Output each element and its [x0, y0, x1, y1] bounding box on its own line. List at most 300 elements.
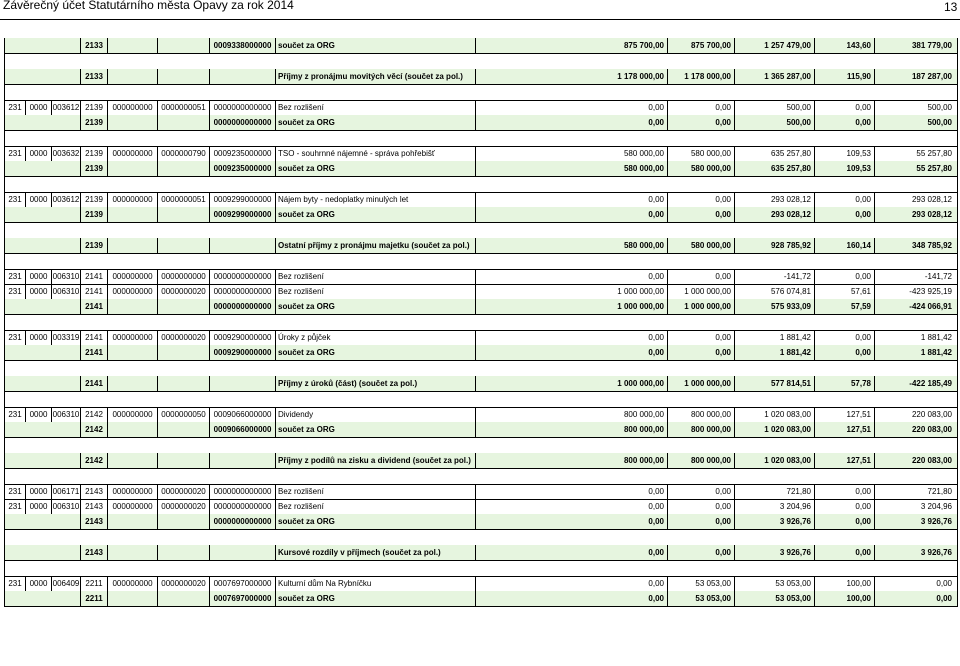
- table-row-blank: [4, 437, 958, 453]
- col-pol-cell: 2141: [80, 345, 107, 360]
- col-percent-cell: 0,00: [814, 345, 874, 360]
- col-org-cell: 0009066000000: [209, 407, 275, 422]
- col-difference-cell: 220 083,00: [874, 407, 955, 422]
- col-text-cell: Kulturní dům Na Rybníčku: [275, 576, 475, 591]
- col-actual-cell: 1 881,42: [734, 330, 814, 345]
- col-budget-approved-cell: 0,00: [475, 269, 667, 284]
- col-percent-cell: 109,53: [814, 146, 874, 161]
- col-c-cell: 006310: [51, 407, 80, 422]
- document-title: Závěrečný účet Statutárního města Opavy za rok 2014: [3, 0, 294, 12]
- col-text-cell: Dividendy: [275, 407, 475, 422]
- col-difference-cell: -141,72: [874, 269, 955, 284]
- col-e-cell: [157, 207, 209, 222]
- col-difference-cell: -424 066,91: [874, 299, 955, 314]
- col-d-cell: [107, 514, 157, 529]
- col-percent-cell: 0,00: [814, 100, 874, 115]
- col-difference-cell: 3 926,76: [874, 514, 955, 529]
- col-org-cell: [209, 238, 275, 253]
- col-budget-approved-cell: 0,00: [475, 192, 667, 207]
- col-text-cell: TSO - souhrnné nájemné - správa pohřebišť: [275, 146, 475, 161]
- col-budget-approved-cell: 580 000,00: [475, 161, 667, 176]
- col-a-cell: [5, 345, 25, 360]
- col-percent-cell: 0,00: [814, 192, 874, 207]
- col-percent-cell: 100,00: [814, 591, 874, 606]
- col-text-cell: Bez rozlišení: [275, 284, 475, 299]
- col-text-cell: součet za ORG: [275, 514, 475, 529]
- col-org-cell: 0000000000000: [209, 269, 275, 284]
- col-a-cell: [5, 38, 25, 53]
- col-b-cell: [25, 422, 51, 437]
- col-pol-cell: 2139: [80, 146, 107, 161]
- col-c-cell: [51, 345, 80, 360]
- table-row: [4, 484, 958, 499]
- col-budget-adjusted-cell: 0,00: [667, 484, 734, 499]
- col-org-cell: 0009066000000: [209, 422, 275, 437]
- col-pol-cell: 2211: [80, 576, 107, 591]
- col-budget-approved-cell: 800 000,00: [475, 422, 667, 437]
- table-row-item-total: [4, 238, 958, 253]
- table-row-org-subtotal: [4, 422, 958, 437]
- col-org-cell: 0000000000000: [209, 115, 275, 130]
- col-percent-cell: 57,61: [814, 284, 874, 299]
- col-text-cell: Bez rozlišení: [275, 100, 475, 115]
- col-pol-cell: 2142: [80, 407, 107, 422]
- table-row-item-total: [4, 453, 958, 468]
- col-e-cell: 0000000020: [157, 330, 209, 345]
- col-e-cell: 0000000790: [157, 146, 209, 161]
- col-actual-cell: 3 204,96: [734, 499, 814, 514]
- col-actual-cell: 500,00: [734, 100, 814, 115]
- table-row: [4, 192, 958, 207]
- col-budget-adjusted-cell: 1 000 000,00: [667, 284, 734, 299]
- col-d-cell: [107, 422, 157, 437]
- col-percent-cell: 127,51: [814, 422, 874, 437]
- table-row-item-total: [4, 69, 958, 84]
- col-a-cell: [5, 69, 25, 84]
- col-pol-cell: 2143: [80, 545, 107, 560]
- table-row-blank: [4, 391, 958, 407]
- table-row-org-subtotal: [4, 207, 958, 222]
- col-percent-cell: 57,59: [814, 299, 874, 314]
- col-budget-approved-cell: 1 000 000,00: [475, 299, 667, 314]
- col-percent-cell: 127,51: [814, 453, 874, 468]
- table-row-blank: [4, 360, 958, 376]
- col-b-cell: 0000: [25, 407, 51, 422]
- col-e-cell: [157, 453, 209, 468]
- col-d-cell: [107, 115, 157, 130]
- col-pol-cell: 2141: [80, 269, 107, 284]
- col-e-cell: [157, 591, 209, 606]
- col-org-cell: 0000000000000: [209, 100, 275, 115]
- col-difference-cell: -423 925,19: [874, 284, 955, 299]
- table-row-org-subtotal: [4, 345, 958, 360]
- table-row-org-subtotal: [4, 514, 958, 529]
- col-text-cell: součet za ORG: [275, 345, 475, 360]
- col-actual-cell: 500,00: [734, 115, 814, 130]
- col-b-cell: 0000: [25, 499, 51, 514]
- col-actual-cell: 293 028,12: [734, 192, 814, 207]
- col-a-cell: [5, 545, 25, 560]
- col-actual-cell: 1 365 287,00: [734, 69, 814, 84]
- table-row-blank: [4, 468, 958, 484]
- col-d-cell: 000000000: [107, 499, 157, 514]
- col-budget-adjusted-cell: 580 000,00: [667, 146, 734, 161]
- col-e-cell: [157, 238, 209, 253]
- col-budget-approved-cell: 0,00: [475, 514, 667, 529]
- col-actual-cell: 576 074,81: [734, 284, 814, 299]
- col-a-cell: 231: [8, 149, 22, 158]
- col-e-cell: [157, 422, 209, 437]
- page-number: 13: [944, 0, 958, 14]
- col-text-cell: Příjmy z úroků (část) (součet za pol.): [275, 376, 475, 391]
- col-pol-cell: 2143: [80, 499, 107, 514]
- col-pol-cell: 2133: [80, 69, 107, 84]
- col-budget-approved-cell: 0,00: [475, 330, 667, 345]
- col-pol-cell: 2141: [80, 330, 107, 345]
- col-pol-cell: 2141: [80, 376, 107, 391]
- table-row: [4, 146, 958, 161]
- table-row: [4, 269, 958, 284]
- col-budget-adjusted-cell: 875 700,00: [667, 38, 734, 53]
- col-a-cell: 231: [8, 579, 22, 588]
- col-difference-cell: 0,00: [874, 591, 955, 606]
- col-actual-cell: 721,80: [734, 484, 814, 499]
- table-row: [4, 284, 958, 299]
- col-budget-approved-cell: 0,00: [475, 499, 667, 514]
- col-b-cell: [25, 38, 51, 53]
- col-percent-cell: 0,00: [814, 330, 874, 345]
- col-difference-cell: 348 785,92: [874, 238, 955, 253]
- col-actual-cell: 293 028,12: [734, 207, 814, 222]
- col-a-cell: 231: [8, 487, 22, 496]
- col-percent-cell: 100,00: [814, 576, 874, 591]
- col-b-cell: [25, 207, 51, 222]
- col-pol-cell: 2211: [80, 591, 107, 606]
- col-budget-adjusted-cell: 0,00: [667, 192, 734, 207]
- col-b-cell: 0000: [25, 146, 51, 161]
- col-budget-approved-cell: 0,00: [475, 345, 667, 360]
- col-c-cell: [51, 453, 80, 468]
- table-row-org-subtotal: [4, 115, 958, 130]
- col-text-cell: Bez rozlišení: [275, 269, 475, 284]
- col-e-cell: [157, 345, 209, 360]
- table-row-blank: [4, 529, 958, 545]
- col-budget-approved-cell: 580 000,00: [475, 238, 667, 253]
- col-actual-cell: 3 926,76: [734, 545, 814, 560]
- col-org-cell: 0009290000000: [209, 330, 275, 345]
- col-difference-cell: 500,00: [874, 115, 955, 130]
- col-budget-adjusted-cell: 0,00: [667, 207, 734, 222]
- col-org-cell: [209, 453, 275, 468]
- col-d-cell: [107, 238, 157, 253]
- table-row: [4, 407, 958, 422]
- row-divider: [4, 606, 958, 607]
- col-budget-adjusted-cell: 1 178 000,00: [667, 69, 734, 84]
- col-b-cell: 0000: [25, 284, 51, 299]
- col-b-cell: [25, 545, 51, 560]
- col-a-cell: [5, 299, 25, 314]
- col-budget-approved-cell: 0,00: [475, 484, 667, 499]
- col-d-cell: 000000000: [107, 407, 157, 422]
- header-rule: [0, 19, 960, 20]
- col-text-cell: Bez rozlišení: [275, 499, 475, 514]
- col-text-cell: součet za ORG: [275, 207, 475, 222]
- col-b-cell: [25, 345, 51, 360]
- col-actual-cell: 1 020 083,00: [734, 407, 814, 422]
- table-row-item-total: [4, 376, 958, 391]
- col-d-cell: 000000000: [107, 192, 157, 207]
- col-c-cell: 003632: [51, 146, 80, 161]
- table-row: [4, 100, 958, 115]
- col-a-cell: 231: [8, 410, 22, 419]
- col-e-cell: [157, 115, 209, 130]
- col-budget-adjusted-cell: 0,00: [667, 115, 734, 130]
- col-a-cell: [5, 207, 25, 222]
- col-d-cell: [107, 69, 157, 84]
- col-difference-cell: 293 028,12: [874, 192, 955, 207]
- col-difference-cell: 1 881,42: [874, 330, 955, 345]
- col-b-cell: [25, 514, 51, 529]
- col-a-cell: [5, 161, 25, 176]
- col-org-cell: 0000000000000: [209, 484, 275, 499]
- col-percent-cell: 0,00: [814, 484, 874, 499]
- col-pol-cell: 2139: [80, 238, 107, 253]
- col-budget-adjusted-cell: 0,00: [667, 514, 734, 529]
- col-c-cell: 006171: [51, 484, 80, 499]
- col-d-cell: [107, 345, 157, 360]
- col-c-cell: 003319: [51, 330, 80, 345]
- col-budget-approved-cell: 580 000,00: [475, 146, 667, 161]
- table-row-blank: [4, 253, 958, 269]
- col-org-cell: [209, 545, 275, 560]
- col-actual-cell: 575 933,09: [734, 299, 814, 314]
- col-d-cell: 000000000: [107, 269, 157, 284]
- col-c-cell: [51, 69, 80, 84]
- col-org-cell: 0009299000000: [209, 192, 275, 207]
- col-budget-adjusted-cell: 800 000,00: [667, 422, 734, 437]
- col-org-cell: 0009338000000: [209, 38, 275, 53]
- col-pol-cell: 2143: [80, 514, 107, 529]
- col-a-cell: 231: [8, 195, 22, 204]
- col-d-cell: 000000000: [107, 576, 157, 591]
- col-e-cell: 0000000050: [157, 407, 209, 422]
- col-a-cell: 231: [8, 103, 22, 112]
- col-a-cell: [5, 453, 25, 468]
- col-e-cell: [157, 299, 209, 314]
- col-text-cell: Nájem byty - nedoplatky minulých let: [275, 192, 475, 207]
- col-org-cell: [209, 376, 275, 391]
- col-e-cell: [157, 161, 209, 176]
- col-a-cell: 231: [8, 502, 22, 511]
- col-c-cell: 003612: [51, 100, 80, 115]
- table-row-blank: [4, 84, 958, 100]
- col-difference-cell: 3 926,76: [874, 545, 955, 560]
- col-b-cell: [25, 453, 51, 468]
- col-budget-approved-cell: 1 178 000,00: [475, 69, 667, 84]
- col-b-cell: 0000: [25, 100, 51, 115]
- col-difference-cell: 220 083,00: [874, 422, 955, 437]
- col-c-cell: [51, 38, 80, 53]
- col-pol-cell: 2141: [80, 299, 107, 314]
- col-d-cell: 000000000: [107, 330, 157, 345]
- col-budget-adjusted-cell: 1 000 000,00: [667, 376, 734, 391]
- col-e-cell: [157, 69, 209, 84]
- col-budget-adjusted-cell: 580 000,00: [667, 161, 734, 176]
- col-budget-approved-cell: 0,00: [475, 591, 667, 606]
- col-c-cell: [51, 299, 80, 314]
- col-percent-cell: 0,00: [814, 115, 874, 130]
- col-b-cell: [25, 161, 51, 176]
- col-difference-cell: 293 028,12: [874, 207, 955, 222]
- col-difference-cell: 500,00: [874, 100, 955, 115]
- col-org-cell: 0000000000000: [209, 514, 275, 529]
- col-percent-cell: 57,78: [814, 376, 874, 391]
- col-c-cell: [51, 238, 80, 253]
- table-row-org-subtotal: [4, 38, 958, 53]
- col-b-cell: [25, 376, 51, 391]
- col-budget-adjusted-cell: 0,00: [667, 269, 734, 284]
- col-b-cell: 0000: [25, 330, 51, 345]
- col-difference-cell: 721,80: [874, 484, 955, 499]
- col-e-cell: 0000000020: [157, 576, 209, 591]
- col-pol-cell: 2143: [80, 484, 107, 499]
- col-budget-adjusted-cell: 1 000 000,00: [667, 299, 734, 314]
- col-b-cell: [25, 299, 51, 314]
- col-e-cell: 0000000000: [157, 269, 209, 284]
- table-row-org-subtotal: [4, 591, 958, 606]
- col-percent-cell: 143,60: [814, 38, 874, 53]
- col-d-cell: [107, 453, 157, 468]
- table-row-item-total: [4, 545, 958, 560]
- table-row-blank: [4, 560, 958, 576]
- col-a-cell: [5, 238, 25, 253]
- col-b-cell: [25, 591, 51, 606]
- table-row-blank: [4, 53, 958, 69]
- col-e-cell: 0000000020: [157, 499, 209, 514]
- col-text-cell: Příjmy z podílů na zisku a dividend (součet za pol.): [275, 453, 475, 468]
- col-actual-cell: 1 020 083,00: [734, 453, 814, 468]
- col-text-cell: Úroky z půjček: [275, 330, 475, 345]
- col-org-cell: 0000000000000: [209, 299, 275, 314]
- col-c-cell: [51, 591, 80, 606]
- col-pol-cell: 2142: [80, 453, 107, 468]
- col-budget-adjusted-cell: 53 053,00: [667, 576, 734, 591]
- col-org-cell: 0009290000000: [209, 345, 275, 360]
- col-difference-cell: 381 779,00: [874, 38, 955, 53]
- col-c-cell: [51, 207, 80, 222]
- col-budget-adjusted-cell: 0,00: [667, 330, 734, 345]
- col-pol-cell: 2139: [80, 192, 107, 207]
- col-actual-cell: 1 257 479,00: [734, 38, 814, 53]
- col-pol-cell: 2139: [80, 115, 107, 130]
- col-org-cell: 0007697000000: [209, 591, 275, 606]
- col-text-cell: Bez rozlišení: [275, 484, 475, 499]
- col-d-cell: [107, 207, 157, 222]
- table-row: [4, 576, 958, 591]
- col-c-cell: [51, 422, 80, 437]
- col-percent-cell: 160,14: [814, 238, 874, 253]
- table-row-org-subtotal: [4, 161, 958, 176]
- col-actual-cell: 53 053,00: [734, 576, 814, 591]
- table-row-blank: [4, 176, 958, 192]
- col-text-cell: Ostatní příjmy z pronájmu majetku (součet za pol.): [275, 238, 475, 253]
- col-text-cell: součet za ORG: [275, 591, 475, 606]
- col-budget-adjusted-cell: 0,00: [667, 545, 734, 560]
- table-row: [4, 330, 958, 345]
- col-e-cell: 0000000051: [157, 192, 209, 207]
- col-d-cell: [107, 299, 157, 314]
- col-actual-cell: 1 020 083,00: [734, 422, 814, 437]
- col-percent-cell: 0,00: [814, 545, 874, 560]
- col-budget-adjusted-cell: 800 000,00: [667, 453, 734, 468]
- table-row-blank: [4, 314, 958, 330]
- col-e-cell: [157, 514, 209, 529]
- col-a-cell: 231: [8, 272, 22, 281]
- col-c-cell: 006310: [51, 269, 80, 284]
- col-d-cell: 000000000: [107, 100, 157, 115]
- col-c-cell: [51, 161, 80, 176]
- col-d-cell: [107, 376, 157, 391]
- col-budget-approved-cell: 1 000 000,00: [475, 284, 667, 299]
- col-c-cell: [51, 514, 80, 529]
- col-d-cell: 000000000: [107, 146, 157, 161]
- table-row-blank: [4, 222, 958, 238]
- col-budget-adjusted-cell: 0,00: [667, 100, 734, 115]
- col-b-cell: 0000: [25, 192, 51, 207]
- col-pol-cell: 2139: [80, 161, 107, 176]
- col-org-cell: [209, 69, 275, 84]
- col-budget-approved-cell: 800 000,00: [475, 407, 667, 422]
- col-difference-cell: 55 257,80: [874, 161, 955, 176]
- col-budget-approved-cell: 0,00: [475, 545, 667, 560]
- col-percent-cell: 0,00: [814, 207, 874, 222]
- col-b-cell: 0000: [25, 269, 51, 284]
- table-row-blank: [4, 130, 958, 146]
- col-percent-cell: 0,00: [814, 499, 874, 514]
- col-c-cell: [51, 115, 80, 130]
- col-e-cell: 0000000051: [157, 100, 209, 115]
- col-c-cell: 006409: [51, 576, 80, 591]
- col-org-cell: 0009299000000: [209, 207, 275, 222]
- col-text-cell: součet za ORG: [275, 38, 475, 53]
- col-difference-cell: 3 204,96: [874, 499, 955, 514]
- col-a-cell: [5, 115, 25, 130]
- col-c-cell: [51, 376, 80, 391]
- col-budget-approved-cell: 0,00: [475, 115, 667, 130]
- col-b-cell: [25, 115, 51, 130]
- col-b-cell: 0000: [25, 576, 51, 591]
- col-org-cell: 0007697000000: [209, 576, 275, 591]
- col-budget-adjusted-cell: 0,00: [667, 499, 734, 514]
- col-a-cell: [5, 514, 25, 529]
- col-d-cell: 000000000: [107, 284, 157, 299]
- col-actual-cell: -141,72: [734, 269, 814, 284]
- col-budget-adjusted-cell: 0,00: [667, 345, 734, 360]
- col-percent-cell: 109,53: [814, 161, 874, 176]
- col-difference-cell: 0,00: [874, 576, 955, 591]
- col-text-cell: součet za ORG: [275, 161, 475, 176]
- col-budget-adjusted-cell: 53 053,00: [667, 591, 734, 606]
- col-d-cell: [107, 545, 157, 560]
- col-actual-cell: 635 257,80: [734, 161, 814, 176]
- col-actual-cell: 577 814,51: [734, 376, 814, 391]
- col-e-cell: [157, 38, 209, 53]
- col-percent-cell: 115,90: [814, 69, 874, 84]
- col-difference-cell: -422 185,49: [874, 376, 955, 391]
- col-c-cell: 003612: [51, 192, 80, 207]
- col-budget-approved-cell: 0,00: [475, 576, 667, 591]
- col-actual-cell: 53 053,00: [734, 591, 814, 606]
